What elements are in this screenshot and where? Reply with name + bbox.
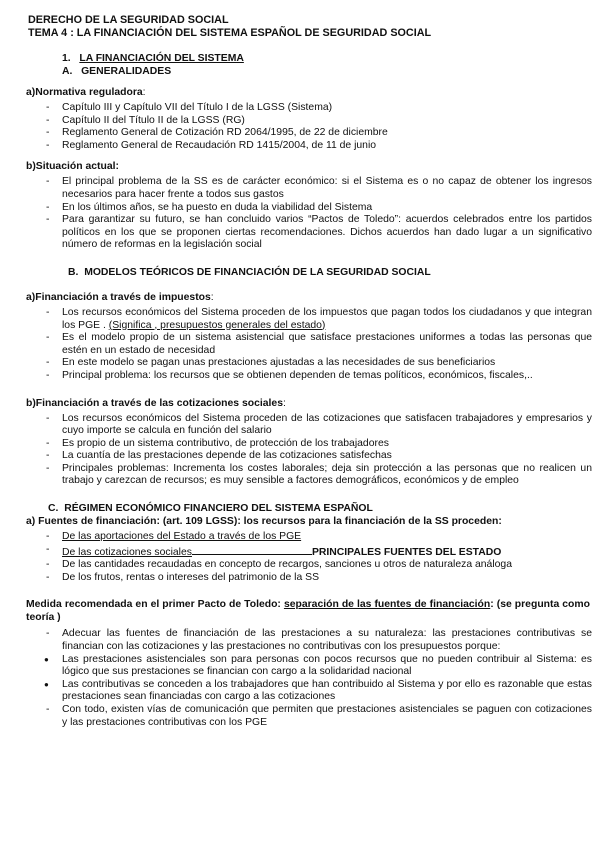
list-item: - En este modelo se pagan unas prestaciones ajustadas a las necesidades de sus beneficiarios bbox=[46, 357, 496, 369]
list-item: - Principales problemas: Incrementa los costes laborales; deja sin protección a las personas que no realicen un trabajo y carezcan de recursos; es muy sensible a factores demográficos, económicos y de empleo bbox=[46, 462, 592, 487]
list-item: - Con todo, existen vías de comunicación que permiten que prestaciones asistenciales se paguen con cotizaciones y las prestaciones contributivas con los PGE bbox=[46, 704, 592, 728]
section-1-number: 1. bbox=[62, 53, 71, 64]
list-item: - En los últimos años, se ha puesto en duda la viabilidad del Sistema bbox=[46, 201, 373, 213]
list-item: - De las cantidades recaudadas en concepto de recargos, sanciones u otros de naturaleza análoga bbox=[46, 559, 512, 571]
section-b-heading: B. MODELOS TEÓRICOS DE FINANCIACIÓN DE LA SEGURIDAD SOCIAL bbox=[68, 266, 431, 278]
list-item: - La cuantía de las prestaciones depende de las cotizaciones satisfechas bbox=[46, 450, 392, 462]
topic-title: TEMA 4 : LA FINANCIACIÓN DEL SISTEMA ESPAÑOL DE SEGURIDAD SOCIAL bbox=[28, 27, 432, 39]
list-item: - Los recursos económicos del Sistema proceden de los impuestos que pagan todos los ciudadanos y que integran los PGE . (Significa , presupuestos generales del estado) bbox=[46, 306, 592, 331]
list-item: - Para garantizar su futuro, se han concluido varios “Pactos de Toledo”: acuerdos celebrados entre los partidos políticos en los que se proponen ciertas recomendaciones. Dichos acuerdos han dado lugar a un significativo número de reformas en la legislación social bbox=[46, 214, 592, 251]
list-item: ● Las prestaciones asistenciales son para personas con pocos recursos que no pueden contribuir al Sistema: es lógico que sus prestaciones se financian con cargo a la solidaridad nacional bbox=[44, 653, 592, 678]
fuentes-heading: a) Fuentes de financiación: (art. 109 LGSS): los recursos para la financiación de la SS proceden: bbox=[26, 516, 502, 528]
fuentes-list bbox=[28, 531, 592, 584]
list-item: - Reglamento General de Cotización RD 2064/1995, de 22 de diciembre bbox=[46, 127, 388, 139]
section-b-title: MODELOS TEÓRICOS DE FINANCIACIÓN DE LA SEGURIDAD SOCIAL bbox=[84, 266, 431, 278]
section-c-heading: C. RÉGIMEN ECONÓMICO FINANCIERO DEL SISTEMA ESPAÑOL bbox=[48, 503, 373, 515]
list-item: - Es el modelo propio de un sistema asistencial que satisface prestaciones uniformes a todas las personas que estén en un estado de necesidad bbox=[46, 332, 592, 356]
list-item: - De los frutos, rentas o intereses del patrimonio de la SS bbox=[46, 571, 320, 583]
underline-filler bbox=[192, 544, 312, 555]
list-item: ● Las contributivas se conceden a los trabajadores que han contribuido al Sistema y por ello es razonable que estas prestaciones sean financiadas con cargo a las cotizaciones bbox=[44, 678, 592, 703]
impuestos-list bbox=[28, 307, 592, 383]
principal-sources-tag: PRINCIPALES FUENTES DEL ESTADO bbox=[311, 546, 502, 558]
section-a-title: GENERALIDADES bbox=[81, 66, 172, 77]
list-item: - Capítulo II del Título II de la LGSS (RG) bbox=[46, 114, 245, 126]
list-item: - De las cotizaciones sociales PRINCIPALES FUENTES DEL ESTADO bbox=[46, 543, 502, 558]
list-item: - Principal problema: los recursos que se obtienen dependen de temas políticos, económicos, fiscales,.. bbox=[46, 369, 533, 381]
cotizaciones-list bbox=[28, 413, 592, 489]
list-item: - El principal problema de la SS es de carácter económico: si el Sistema es o no capaz de obtener los ingresos necesarios para hacer frente a todos sus gastos bbox=[46, 176, 592, 200]
list-item: - Capítulo III y Capítulo VII del Título I de la LGSS (Sistema) bbox=[46, 102, 333, 113]
medida-list bbox=[28, 628, 592, 729]
situacion-list bbox=[28, 176, 592, 252]
normativa-list bbox=[28, 102, 592, 152]
list-item: - Es propio de un sistema contributivo, de protección de los trabajadores bbox=[46, 437, 389, 449]
section-1-heading bbox=[62, 52, 592, 65]
section-1-title: LA FINANCIACIÓN DEL SISTEMA bbox=[79, 53, 244, 64]
situacion-heading: b)Situación actual: bbox=[26, 161, 119, 173]
medida-heading: Medida recomendada en el primer Pacto de Toledo: separación de las fuentes de financiación: (se pregunta como teoría ) bbox=[26, 599, 590, 624]
normativa-heading: a)Normativa reguladora: bbox=[26, 87, 146, 98]
list-item: - Los recursos económicos del Sistema proceden de las cotizaciones que satisfacen trabajadores y empresarios y cuyo importe se calcula en función del salario bbox=[46, 412, 592, 437]
section-c-title: RÉGIMEN ECONÓMICO FINANCIERO DEL SISTEMA ESPAÑOL bbox=[64, 503, 373, 515]
course-title: DERECHO DE LA SEGURIDAD SOCIAL bbox=[28, 14, 229, 26]
list-item: - Adecuar las fuentes de financiación de las prestaciones a su naturaleza: las prestaciones contributivas se financian con las cotizaciones y las prestaciones no contributivas con los presupuestos porque: bbox=[46, 628, 592, 653]
list-item: - Reglamento General de Recaudación RD 1415/2004, de 11 de junio bbox=[46, 139, 377, 151]
pge-note: (Significa , presupuestos generales del estado) bbox=[108, 319, 326, 331]
section-a-heading: A. GENERALIDADES bbox=[62, 66, 172, 77]
list-item: - De las aportaciones del Estado a través de los PGE bbox=[46, 531, 302, 543]
impuestos-heading: a)Financiación a través de impuestos: bbox=[26, 291, 214, 303]
cotizaciones-heading: b)Financiación a través de las cotizaciones sociales: bbox=[26, 397, 286, 409]
